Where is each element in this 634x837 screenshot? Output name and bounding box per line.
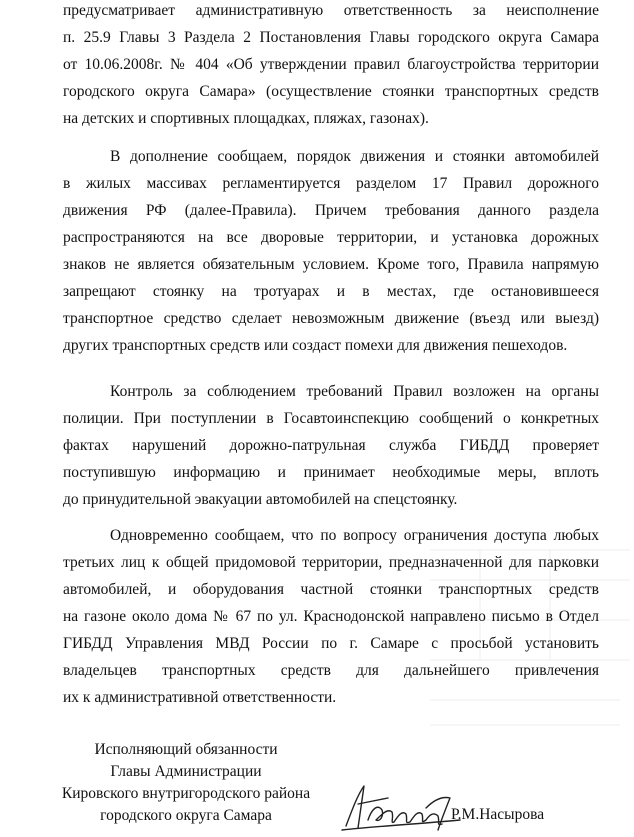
body-text-line: поступившую информацию и принимает необходимые меры, вплоть xyxy=(63,464,599,481)
body-text-line: их к административной ответственности. xyxy=(63,689,337,706)
body-text-line: Одновременно сообщаем, что по вопросу ограничения доступа любых xyxy=(110,527,599,544)
body-text-line: ГИБДД Управления МВД России по г. Самаре с просьбой установить xyxy=(63,635,599,652)
body-text-line: других транспортных средств или создаст помехи для движения пешеходов. xyxy=(63,337,568,354)
body-text-line: распространяются на все дворовые территории, и установка дорожных xyxy=(63,229,599,246)
handwritten-signature xyxy=(338,780,468,832)
body-text-line: фактах нарушений дорожно-патрульная служба ГИБДД проверяет xyxy=(63,437,599,454)
signature-title-line: Исполняющий обязанности xyxy=(94,741,278,758)
signature-title-line: Кировского внутригородского района xyxy=(61,785,311,802)
signature-title xyxy=(0,739,372,827)
body-text-line: запрещают стоянку на тротуарах и в местах, где остановившееся xyxy=(63,283,599,300)
signature-title-line: городского округа Самара xyxy=(100,807,272,824)
body-text-line: на газоне около дома № 67 по ул. Краснодонской направлено письмо в Отдел xyxy=(63,608,599,625)
body-text-line: полиции. При поступлении в Госавтоинспекцию сообщений о конкретных xyxy=(63,410,599,427)
body-text-line: в жилых массивах регламентируется разделом 17 Правил дорожного xyxy=(63,175,599,192)
body-text-line: знаков не является обязательным условием. Кроме того, Правила напрямую xyxy=(63,256,599,273)
body-text-line: от 10.06.2008г. № 404 «Об утверждении правил благоустройства территории xyxy=(63,56,599,73)
body-text-line: городского округа Самара» (осуществление стоянки транспортных средств xyxy=(63,83,599,100)
signer-name: Р.М.Насырова xyxy=(451,806,545,823)
body-text-line: предусматривает административную ответственность за неисполнение xyxy=(63,2,599,19)
body-text-line: на детских и спортивных площадках, пляжах, газонах). xyxy=(63,110,429,127)
signature-title-line: Главы Администрации xyxy=(110,763,262,780)
body-text-line: транспортное средство сделает невозможным движение (въезд или выезд) xyxy=(63,310,599,327)
body-text-line: п. 25.9 Главы 3 Раздела 2 Постановления Главы городского округа Самара xyxy=(63,29,599,46)
body-text-line: движения РФ (далее-Правила). Причем требования данного раздела xyxy=(63,202,599,219)
body-text-line: Контроль за соблюдением требований Правил возложен на органы xyxy=(110,383,599,400)
body-text-line: В дополнение сообщаем, порядок движения и стоянки автомобилей xyxy=(110,148,599,165)
body-text-line: до принудительной эвакуации автомобилей на спецстоянку. xyxy=(63,491,458,508)
body-text-line: автомобилей, и оборудования частной стоянки транспортных средств xyxy=(63,581,599,598)
body-text-line: владельцев транспортных средств для дальнейшего привлечения xyxy=(63,662,599,679)
body-text-line: третьих лиц к общей придомовой территории, предназначенной для парковки xyxy=(63,554,599,571)
